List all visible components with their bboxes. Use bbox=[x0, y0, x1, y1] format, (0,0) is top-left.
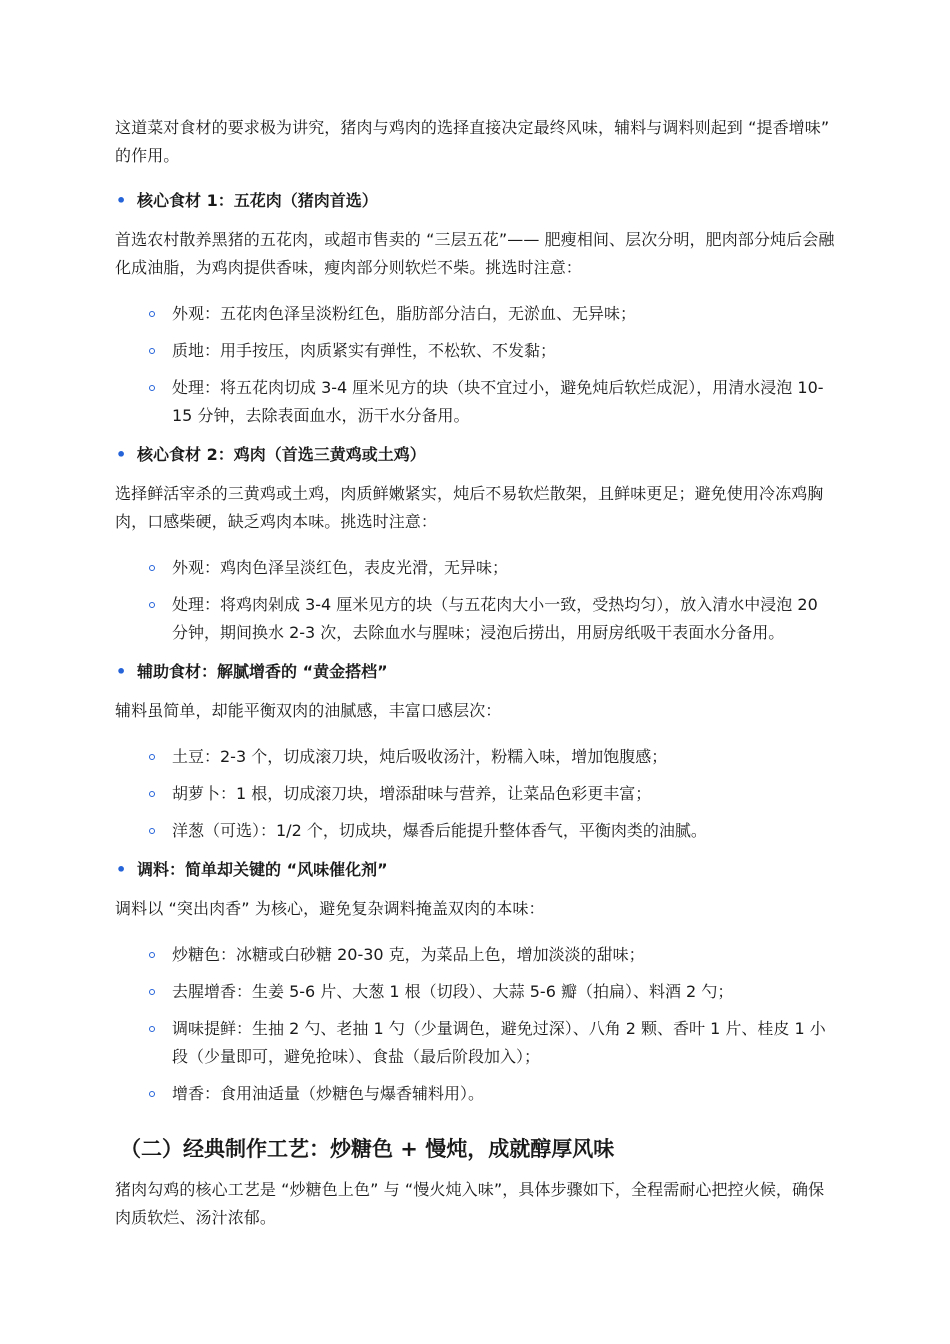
circle-bullet-icon bbox=[149, 565, 155, 571]
circle-bullet-icon bbox=[149, 1026, 155, 1032]
list-item-text: 质地：用手按压，肉质紧实有弹性，不松软、不发黏； bbox=[172, 341, 557, 360]
closing-paragraph: 猪肉勾鸡的核心工艺是 “炒糖色上色” 与 “慢火炖入味”，具体步骤如下，全程需耐心把控火候，确保肉质软烂、汤汁浓郁。 bbox=[115, 1180, 825, 1227]
list-item bbox=[115, 978, 837, 1006]
section-description: 首选农村散养黑猪的五花肉，或超市售卖的 “三层五花”—— 肥瘦相间、层次分明，肥肉部分炖后会融化成油脂，为鸡肉提供香味，瘦肉部分则软烂不柴。挑选时注意： bbox=[115, 230, 835, 277]
section-heading bbox=[115, 857, 837, 883]
list-item-text: 外观：鸡肉色泽呈淡红色，表皮光滑，无异味； bbox=[172, 558, 509, 577]
bullet-dot-icon: • bbox=[116, 191, 127, 210]
list-item bbox=[115, 1080, 837, 1108]
sub-list bbox=[115, 554, 837, 647]
list-item bbox=[115, 374, 837, 430]
intro-paragraph: 这道菜对食材的要求极为讲究，猪肉与鸡肉的选择直接决定最终风味，辅料与调料则起到 “提香增味” 的作用。 bbox=[115, 118, 830, 165]
section-description: 选择鲜活宰杀的三黄鸡或土鸡，肉质鲜嫩紧实，炖后不易软烂散架，且鲜味更足；避免使用冷冻鸡胸肉，口感柴硬，缺乏鸡肉本味。挑选时注意： bbox=[115, 484, 824, 531]
section-heading-text: 辅助食材：解腻增香的 “黄金搭档” bbox=[137, 662, 388, 681]
list-item-text: 调味提鲜：生抽 2 勺、老抽 1 勺（少量调色，避免过深）、八角 2 颗、香叶 1 片、桂皮 1 小段（少量即可，避免抢味）、食盐（最后阶段加入）； bbox=[172, 1019, 826, 1066]
circle-bullet-icon bbox=[149, 952, 155, 958]
section-chicken bbox=[115, 442, 837, 647]
sub-list bbox=[115, 743, 837, 845]
list-item bbox=[115, 300, 837, 328]
list-item-text: 土豆：2-3 个，切成滚刀块，炖后吸收汤汁，粉糯入味，增加饱腹感； bbox=[172, 747, 668, 766]
list-item bbox=[115, 337, 837, 365]
list-item-text: 外观：五花肉色泽呈淡粉红色，脂肪部分洁白，无淤血、无异味； bbox=[172, 304, 637, 323]
section-heading bbox=[115, 188, 837, 214]
section-description: 辅料虽简单，却能平衡双肉的油腻感，丰富口感层次： bbox=[115, 701, 502, 720]
list-item-text: 处理：将鸡肉剁成 3-4 厘米见方的块（与五花肉大小一致，受热均匀），放入清水中浸泡 20 分钟，期间换水 2-3 次，去除血水与腥味；浸泡后捞出，用厨房纸吸干表面水分备用。 bbox=[172, 595, 818, 642]
circle-bullet-icon bbox=[149, 791, 155, 797]
section-seasonings bbox=[115, 857, 837, 1108]
circle-bullet-icon bbox=[149, 754, 155, 760]
section-side-ingredients bbox=[115, 659, 837, 845]
section-title: （二）经典制作工艺：炒糖色 + 慢炖，成就醇厚风味 bbox=[120, 1137, 615, 1161]
list-item-text: 增香：食用油适量（炒糖色与爆香辅料用）。 bbox=[172, 1084, 485, 1103]
list-item bbox=[115, 941, 837, 969]
section-heading-text: 核心食材 1：五花肉（猪肉首选） bbox=[137, 191, 378, 210]
section-heading bbox=[115, 442, 837, 468]
document-page bbox=[115, 114, 837, 1250]
list-item bbox=[115, 743, 837, 771]
section-heading bbox=[115, 659, 837, 685]
circle-bullet-icon bbox=[149, 989, 155, 995]
list-item bbox=[115, 780, 837, 808]
bullet-dot-icon: • bbox=[116, 445, 127, 464]
bullet-dot-icon: • bbox=[116, 662, 127, 681]
circle-bullet-icon bbox=[149, 828, 155, 834]
circle-bullet-icon bbox=[149, 602, 155, 608]
bullet-dot-icon: • bbox=[116, 860, 127, 879]
list-item-text: 处理：将五花肉切成 3-4 厘米见方的块（块不宜过小，避免炖后软烂成泥），用清水浸泡 10-15 分钟，去除表面血水，沥干水分备用。 bbox=[172, 378, 824, 425]
list-item-text: 胡萝卜：1 根，切成滚刀块，增添甜味与营养，让菜品色彩更丰富； bbox=[172, 784, 652, 803]
list-item bbox=[115, 1015, 837, 1071]
section-description: 调料以 “突出肉香” 为核心，避免复杂调料掩盖双肉的本味： bbox=[115, 899, 545, 918]
section-heading-text: 调料：简单却关键的 “风味催化剂” bbox=[137, 860, 388, 879]
circle-bullet-icon bbox=[149, 311, 155, 317]
sub-list bbox=[115, 941, 837, 1108]
circle-bullet-icon bbox=[149, 348, 155, 354]
section-heading-text: 核心食材 2：鸡肉（首选三黄鸡或土鸡） bbox=[137, 445, 426, 464]
list-item bbox=[115, 817, 837, 845]
sub-list bbox=[115, 300, 837, 430]
list-item-text: 洋葱（可选）：1/2 个，切成块，爆香后能提升整体香气，平衡肉类的油腻。 bbox=[172, 821, 707, 840]
list-item-text: 去腥增香：生姜 5-6 片、大葱 1 根（切段）、大蒜 5-6 瓣（拍扁）、料酒 2 勺； bbox=[172, 982, 734, 1001]
section-pork bbox=[115, 188, 837, 430]
list-item bbox=[115, 591, 837, 647]
circle-bullet-icon bbox=[149, 385, 155, 391]
list-item bbox=[115, 554, 837, 582]
circle-bullet-icon bbox=[149, 1091, 155, 1097]
list-item-text: 炒糖色：冰糖或白砂糖 20-30 克，为菜品上色，增加淡淡的甜味； bbox=[172, 945, 645, 964]
